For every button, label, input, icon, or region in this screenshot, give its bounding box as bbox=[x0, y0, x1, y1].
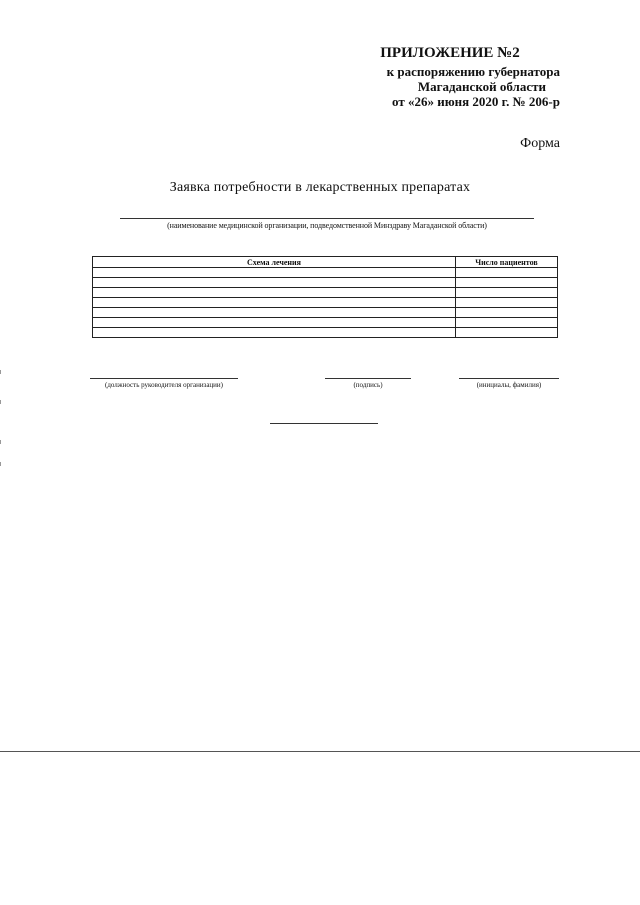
table-row bbox=[93, 308, 558, 318]
table-row bbox=[93, 298, 558, 308]
patient-count-cell bbox=[456, 298, 558, 308]
treatment-scheme-cell bbox=[93, 288, 456, 298]
margin-mark bbox=[0, 462, 1, 466]
initials-caption: (инициалы, фамилия) bbox=[459, 378, 559, 389]
treatment-scheme-cell bbox=[93, 328, 456, 338]
table-row bbox=[93, 268, 558, 278]
treatment-scheme-table bbox=[92, 256, 558, 338]
treatment-scheme-cell bbox=[93, 268, 456, 278]
treatment-scheme-cell bbox=[93, 318, 456, 328]
page-bottom-rule bbox=[0, 751, 640, 752]
treatment-scheme-cell bbox=[93, 308, 456, 318]
treatment-scheme-cell bbox=[93, 278, 456, 288]
form-label: Форма bbox=[520, 136, 560, 151]
organization-name-line bbox=[120, 218, 534, 219]
signature-row bbox=[0, 378, 640, 398]
organization-caption: (наименование медицинской организации, подведомственной Минздраву Магаданской области) bbox=[167, 221, 487, 230]
position-caption: (должность руководителя организации) bbox=[90, 378, 238, 389]
table-row bbox=[93, 278, 558, 288]
appendix-header bbox=[300, 46, 560, 109]
margin-mark bbox=[0, 370, 1, 374]
table-header-row bbox=[93, 257, 558, 268]
treatment-scheme-cell bbox=[93, 298, 456, 308]
header-treatment-scheme: Схема лечения bbox=[93, 257, 456, 268]
patient-count-cell bbox=[456, 318, 558, 328]
table-row bbox=[93, 318, 558, 328]
table-row bbox=[93, 288, 558, 298]
appendix-line-3: от «26» июня 2020 г. № 206-р bbox=[392, 94, 560, 109]
closing-line bbox=[270, 423, 378, 424]
document-title: Заявка потребности в лекарственных препаратах bbox=[169, 180, 471, 195]
patient-count-cell bbox=[456, 328, 558, 338]
patient-count-cell bbox=[456, 278, 558, 288]
appendix-title: ПРИЛОЖЕНИЕ №2 bbox=[380, 45, 520, 61]
patient-count-cell bbox=[456, 268, 558, 278]
appendix-line-1: к распоряжению губернатора bbox=[386, 64, 560, 79]
signature-caption: (подпись) bbox=[325, 378, 411, 389]
appendix-line-2: Магаданской области bbox=[417, 79, 546, 94]
patient-count-cell bbox=[456, 308, 558, 318]
header-patient-count: Число пациентов bbox=[456, 257, 558, 268]
margin-mark bbox=[0, 440, 1, 444]
table-row bbox=[93, 328, 558, 338]
margin-mark bbox=[0, 400, 1, 404]
patient-count-cell bbox=[456, 288, 558, 298]
